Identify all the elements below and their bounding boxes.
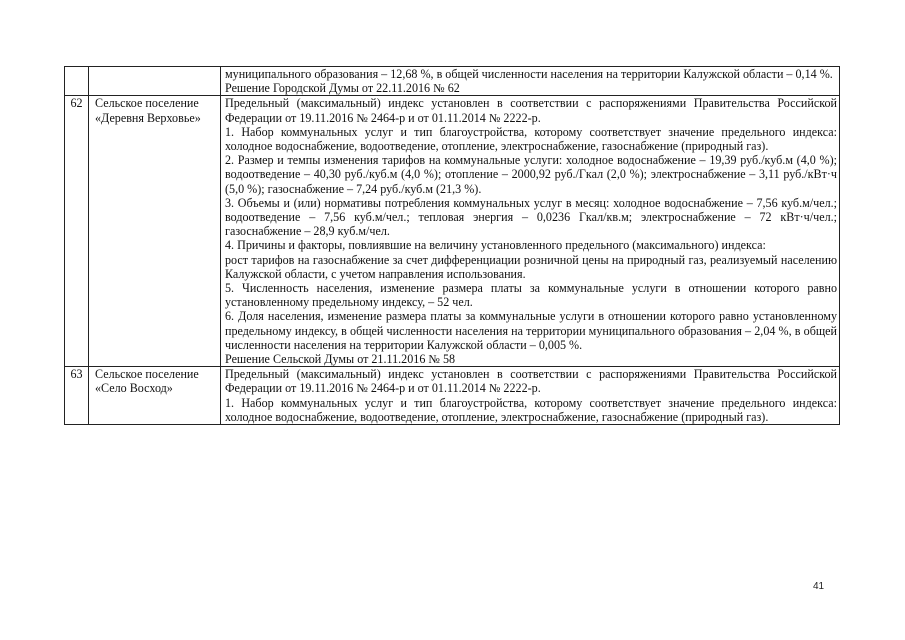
description-paragraph: 1. Набор коммунальных услуг и тип благоустройства, которому соответствует значение предельного индекса: холодное водоснабжение, водоотведение, отопление, электроснабжение, газоснабжение (природный газ). bbox=[225, 124, 837, 154]
row-number-cell: 63 bbox=[65, 367, 89, 425]
decision-reference: Решение Сельской Думы от 21.11.2016 № 58 bbox=[225, 352, 456, 367]
row-number-cell: 62 bbox=[65, 96, 89, 367]
settlement-name-cell: Сельское поселение «Село Восход» bbox=[89, 367, 221, 425]
description-paragraph: Предельный (максимальный) индекс установлен в соответствии с распоряжениями Правительства Российской Федерации от 19.11.2016 № 2464-р и от 01.11.2014 № 2222-р. bbox=[225, 367, 837, 396]
description-cell bbox=[221, 67, 840, 96]
description-paragraph: муниципального образования – 12,68 %, в общей численности населения на территории Калужской области – 0,14 %. bbox=[225, 67, 833, 81]
description-paragraph: 5. Численность населения, изменение размера платы за коммунальные услуги в отношении которого равно установленному предельному индексу, – 52 чел. bbox=[225, 281, 837, 310]
description-paragraph: 4. Причины и факторы, повлиявшие на величину установленного предельного (максимального) индекса: bbox=[225, 238, 766, 253]
table-row bbox=[65, 96, 840, 367]
description-paragraph: 1. Набор коммунальных услуг и тип благоустройства, которому соответствует значение предельного индекса: холодное водоснабжение, водоотведение, отопление, электроснабжение, газоснабжение (природный газ). bbox=[225, 395, 837, 424]
description-paragraph: 2. Размер и темпы изменения тарифов на коммунальные услуги: холодное водоснабжение – 19,39 руб./куб.м (4,0 %); водоотведение – 40,30 руб./куб.м (4,0 %); отопление – 2000,92 руб./Гкал (2,0 %); электроснабжение – 3,11 руб./кВт·ч (5,0 %); газоснабжение – 7,24 руб./куб.м (21,3 %). bbox=[225, 153, 837, 196]
document-table bbox=[64, 66, 840, 425]
settlement-name-cell: Сельское поселение «Деревня Верховье» bbox=[89, 96, 221, 367]
description-cell bbox=[221, 96, 840, 367]
description-paragraph: 6. Доля населения, изменение размера платы за коммунальные услуги в отношении которого равно установленному предельному индексу, в общей численности населения на территории муниципального образования – 2,04 %, в общей численности населения на территории Калужской области – 0,005 %. bbox=[225, 309, 837, 352]
page-number: 41 bbox=[813, 581, 825, 592]
description-cell bbox=[221, 367, 840, 425]
table-row bbox=[65, 367, 840, 425]
table-row bbox=[65, 67, 840, 96]
settlement-name-cell bbox=[89, 67, 221, 96]
row-number-cell bbox=[65, 67, 89, 96]
description-paragraph: Предельный (максимальный) индекс установлен в соответствии с распоряжениями Правительства Российской Федерации от 19.11.2016 № 2464-р и от 01.11.2014 № 2222-р. bbox=[225, 96, 837, 125]
description-paragraph: 3. Объемы и (или) нормативы потребления коммунальных услуг в месяц: холодное водоснабжение – 7,56 куб.м/чел.; водоотведение – 7,56 куб.м/чел.; тепловая энергия – 0,0236 Гкал/кв.м; электроснабжение – 72 кВт·ч/чел.; газоснабжение – 28,9 куб.м/чел. bbox=[225, 195, 837, 239]
description-paragraph: рост тарифов на газоснабжение за счет дифференциации розничной цены на природный газ, реализуемый населению Калужской области, с учетом направления использования. bbox=[225, 252, 837, 281]
decision-reference: Решение Городской Думы от 22.11.2016 № 62 bbox=[225, 81, 460, 96]
